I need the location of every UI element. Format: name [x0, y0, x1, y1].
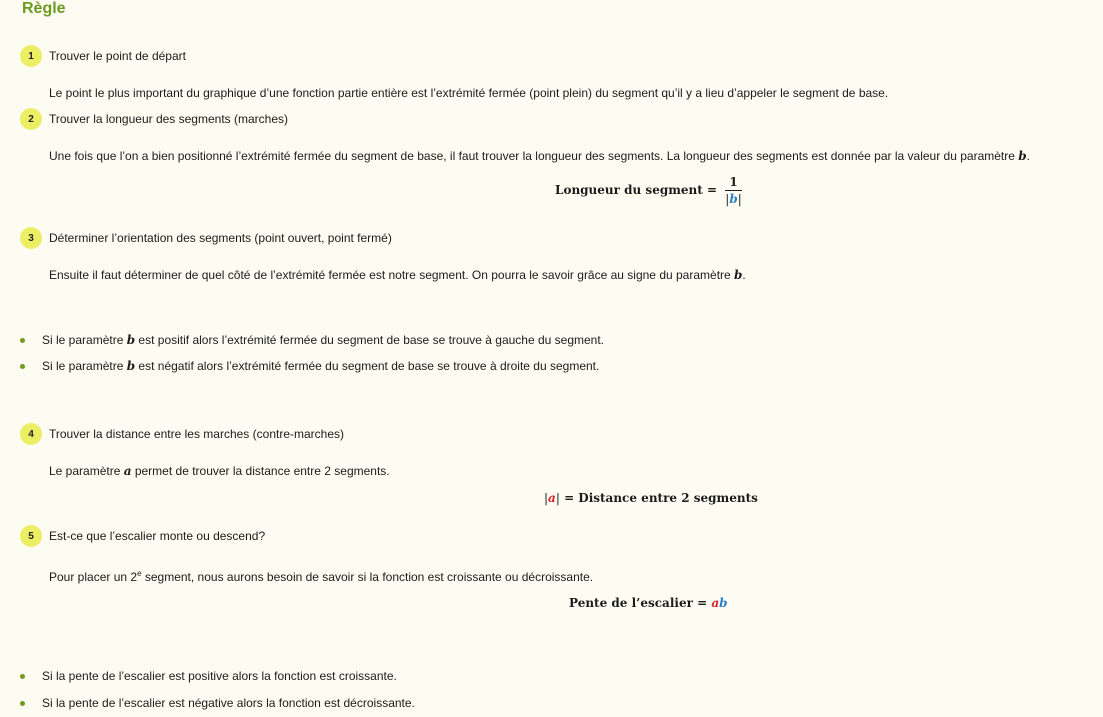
step-title: Trouver la distance entre les marches (contre-marches) [49, 427, 344, 441]
bullet-icon [20, 338, 25, 343]
step-number-badge: 3 [20, 227, 42, 249]
list-item [20, 359, 599, 373]
page-title: Règle [22, 0, 66, 17]
slope-formula [569, 596, 728, 610]
formula-label: Pente de l’escalier = [569, 596, 708, 610]
fraction-denominator [725, 191, 741, 206]
step-number-badge: 5 [20, 525, 42, 547]
list-item-text [42, 359, 599, 373]
text-segment: Pour placer un 2 [49, 570, 138, 584]
text-segment: est positif alors l’extrémité fermée du segment de base se trouve à gauche du segment. [135, 333, 605, 347]
list-item-text: Si la pente de l’escalier est négative alors la fonction est décroissante. [42, 696, 415, 710]
text-segment: Le paramètre [49, 464, 124, 478]
step-title: Trouver la longueur des segments (marches) [49, 112, 288, 126]
abs-bar: | [544, 491, 549, 505]
step-title: Déterminer l’orientation des segments (point ouvert, point fermé) [49, 231, 392, 245]
text-segment: permet de trouver la distance entre 2 segments. [131, 464, 390, 478]
step-5-header [20, 525, 265, 547]
bullet-icon [20, 701, 25, 706]
abs-bar: | [737, 192, 742, 206]
fraction-numerator: 1 [725, 175, 741, 191]
distance-formula [544, 491, 758, 505]
step-number-badge: 1 [20, 45, 42, 67]
text-segment: Si le paramètre [42, 359, 127, 373]
step-2-text [49, 149, 1030, 163]
step-5-text [49, 569, 593, 584]
text-segment: Ensuite il faut déterminer de quel côté de l’extrémité fermée est notre segment. On pourra le savoir grâce au signe du paramètre [49, 268, 735, 282]
step-title: Est-ce que l’escalier monte ou descend? [49, 529, 266, 543]
list-item [20, 669, 397, 683]
parameter-b: b [719, 596, 728, 610]
parameter-b: b [1018, 149, 1027, 163]
parameter-b: b [126, 359, 136, 373]
list-item [20, 696, 415, 710]
text-segment: . [1026, 149, 1030, 163]
formula-equals: = [707, 183, 718, 197]
step-1-header [20, 45, 186, 67]
list-item-text: Si la pente de l’escalier est positive alors la fonction est croissante. [42, 669, 397, 683]
parameter-a: a [123, 464, 132, 478]
step-4-text [49, 464, 390, 478]
bullet-icon [20, 364, 25, 369]
abs-bar: | [555, 491, 560, 505]
text-segment: segment, nous aurons besoin de savoir si la fonction est croissante ou décroissante. [141, 570, 594, 584]
step-3-text [49, 268, 746, 282]
formula-fraction [725, 175, 741, 206]
text-segment: Si le paramètre [42, 333, 127, 347]
step-number-badge: 4 [20, 423, 42, 445]
parameter-b: b [729, 192, 738, 206]
text-segment: est négatif alors l’extrémité fermée du segment de base se trouve à droite du segment. [135, 359, 600, 373]
parameter-b: b [126, 333, 136, 347]
list-item-text [42, 333, 604, 347]
parameter-a: a [711, 596, 720, 610]
list-item [20, 333, 604, 347]
superscript-e: e [137, 569, 142, 578]
bullet-icon [20, 674, 25, 679]
step-3-header [20, 227, 392, 249]
step-4-header [20, 423, 344, 445]
text-segment: Une fois que l’on a bien positionné l’extrémité fermée du segment de base, il faut trouver la longueur des segments. La longueur des segments est donnée par la valeur du paramètre [49, 149, 1019, 163]
parameter-a: a [548, 491, 556, 505]
formula-label: Longueur du segment [555, 183, 703, 197]
step-title: Trouver le point de départ [49, 49, 186, 63]
parameter-b: b [734, 268, 743, 282]
step-number-badge: 2 [20, 108, 42, 130]
step-1-text: Le point le plus important du graphique d’une fonction partie entière est l’extrémité fermée (point plein) du segment qu’il y a lieu d’appeler le segment de base. [49, 86, 889, 100]
segment-length-formula [555, 175, 742, 206]
formula-rest: = Distance entre 2 segments [564, 491, 758, 505]
abs-bar: | [725, 192, 730, 206]
text-segment: . [742, 268, 746, 282]
step-2-header [20, 108, 288, 130]
